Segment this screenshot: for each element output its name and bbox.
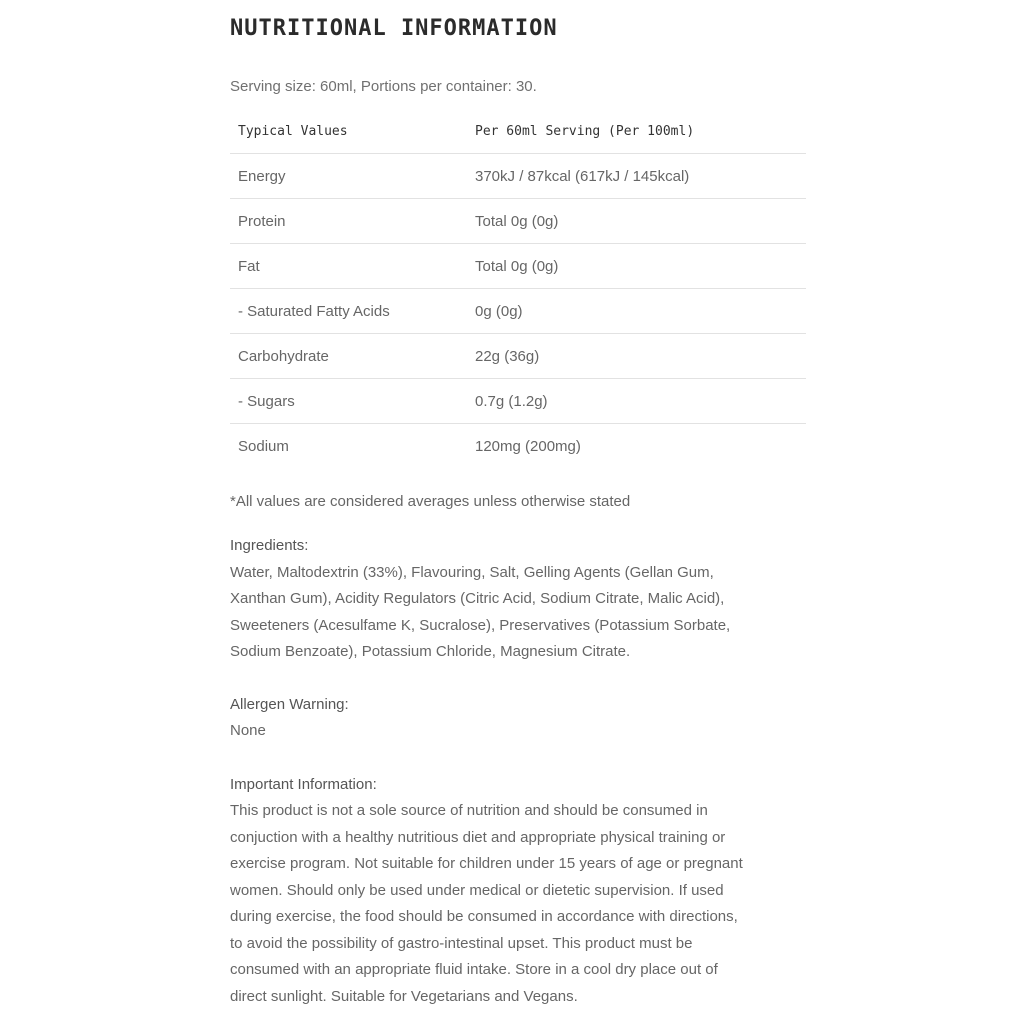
- important-info-text: [230, 798, 810, 1010]
- column-header-typical-values: Typical Values: [230, 109, 467, 154]
- nutrition-table: [230, 109, 806, 468]
- nutrient-label: - Saturated Fatty Acids: [230, 289, 467, 334]
- nutrient-label: Carbohydrate: [230, 334, 467, 379]
- column-header-per-serving: Per 60ml Serving (Per 100ml): [467, 109, 806, 154]
- ingredients-section: [230, 533, 810, 666]
- nutrient-value: 0g (0g): [467, 289, 806, 334]
- nutrition-panel: [230, 14, 810, 1010]
- allergen-text: None: [230, 722, 266, 739]
- important-info-line: to avoid the possibility of gastro-intestinal upset. This product must be: [230, 934, 693, 952]
- nutrient-label: - Sugars: [230, 379, 467, 424]
- table-row: [230, 199, 806, 244]
- important-info-line: exercise program. Not suitable for children under 15 years of age or pregnant: [230, 855, 743, 872]
- ingredients-line: Sweeteners (Acesulfame K, Sucralose), Preservatives (Potassium Sorbate,: [230, 616, 731, 634]
- nutrient-label: Energy: [230, 154, 467, 199]
- nutrient-label: Sodium: [238, 437, 289, 455]
- table-row: [230, 289, 806, 334]
- important-info-line: This product is not a sole source of nutrition and should be consumed in: [230, 802, 708, 819]
- serving-size-text: Serving size: 60ml, Portions per container: 30.: [230, 78, 537, 95]
- table-header-row: [230, 109, 806, 154]
- nutrient-label: Fat: [230, 244, 467, 289]
- table-row: [230, 334, 806, 379]
- ingredients-line: Sodium Benzoate), Potassium Chloride, Magnesium Citrate.: [230, 643, 631, 660]
- important-info-line: during exercise, the food should be consumed in accordance with directions,: [230, 908, 738, 925]
- allergen-section: [230, 692, 810, 745]
- important-info-section: [230, 772, 810, 1011]
- important-info-heading: Important Information:: [230, 775, 377, 793]
- table-row: [230, 424, 806, 469]
- important-info-line: consumed with an appropriate fluid intake. Store in a cool dry place out of: [230, 961, 718, 978]
- ingredients-line: Water, Maltodextrin (33%), Flavouring, Salt, Gelling Agents (Gellan Gum,: [230, 563, 714, 581]
- nutrient-value: 120mg (200mg): [475, 437, 581, 455]
- ingredients-text: [230, 560, 810, 666]
- ingredients-heading: Ingredients:: [230, 537, 309, 554]
- nutrient-value: 0.7g (1.2g): [467, 379, 806, 424]
- nutrient-value: 22g (36g): [467, 334, 806, 379]
- ingredients-line: Xanthan Gum), Acidity Regulators (Citric Acid, Sodium Citrate, Malic Acid),: [230, 590, 725, 607]
- allergen-heading: Allergen Warning:: [230, 695, 349, 713]
- important-info-line: women. Should only be used under medical or dietetic supervision. If used: [230, 881, 724, 899]
- important-info-line: direct sunlight. Suitable for Vegetarians and Vegans.: [230, 987, 578, 1005]
- nutrient-label: Protein: [230, 199, 467, 244]
- page-title: NUTRITIONAL INFORMATION: [230, 16, 558, 41]
- table-row: [230, 244, 806, 289]
- averages-note: *All values are considered averages unless otherwise stated: [230, 493, 631, 510]
- table-row: [230, 379, 806, 424]
- nutrient-value: Total 0g (0g): [467, 244, 806, 289]
- important-info-line: conjuction with a healthy nutritious diet and appropriate physical training or: [230, 828, 726, 846]
- nutrient-value: 370kJ / 87kcal (617kJ / 145kcal): [467, 154, 806, 199]
- nutrient-value: Total 0g (0g): [467, 199, 806, 244]
- table-row: [230, 154, 806, 199]
